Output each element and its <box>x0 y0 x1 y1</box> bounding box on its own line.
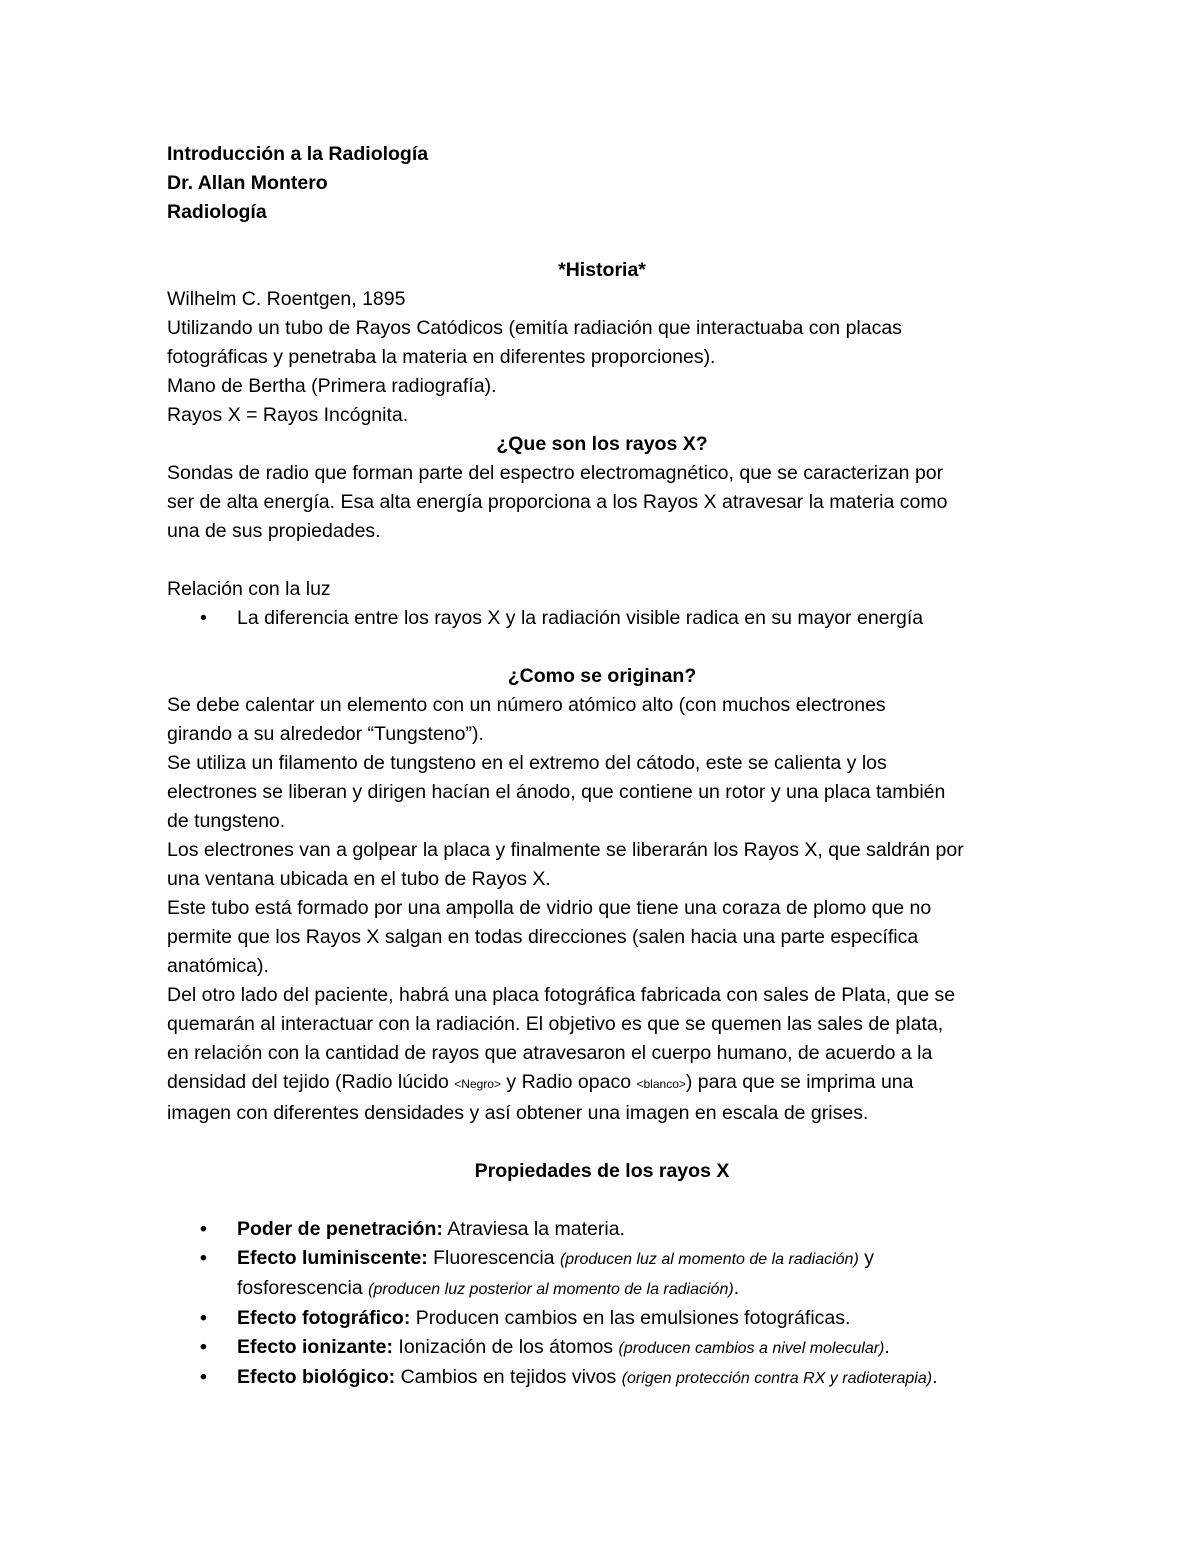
propiedad-text <box>237 1304 1037 1333</box>
historia-line: Wilhelm C. Roentgen, 1895 <box>167 288 406 310</box>
section-heading-que-son: ¿Que son los rayos X? <box>496 433 708 455</box>
propiedad-item <box>167 1304 1037 1333</box>
origen-line: Del otro lado del paciente, habrá una placa fotográfica fabricada con sales de Plata, que se <box>167 984 956 1006</box>
propiedad-desc: Atraviesa la materia. <box>442 1218 625 1240</box>
propiedad-desc: Fluorescencia <box>427 1247 560 1269</box>
historia-line: Utilizando un tubo de Rayos Catódicos (emitía radiación que interactuaba con placas <box>167 317 902 339</box>
spacer <box>167 546 1037 575</box>
section-heading-propiedades: Propiedades de los rayos X <box>474 1160 730 1182</box>
spacer <box>167 1128 1037 1157</box>
document-subject: Radiología <box>167 201 267 223</box>
spacer <box>167 633 1037 662</box>
bullet-icon: • <box>200 1247 207 1269</box>
origen-densidad-line <box>167 1068 1037 1099</box>
propiedad-desc: fosforescencia <box>237 1277 369 1299</box>
propiedad-note: (producen luz posterior al momento de la radiación) <box>368 1281 734 1298</box>
origen-line: de tungsteno. <box>167 810 286 832</box>
relacion-bullet-text: La diferencia entre los rayos X y la radiación visible radica en su mayor energía <box>237 607 924 629</box>
origen-line: Se utiliza un filamento de tungsteno en el extremo del cátodo, este se calienta y los <box>167 752 887 774</box>
origen-line: anatómica). <box>167 955 269 977</box>
propiedad-item <box>167 1363 1037 1393</box>
origen-line: girando a su alrededor “Tungsteno”). <box>167 723 484 745</box>
propiedad-desc: Producen cambios en las emulsiones fotográficas. <box>410 1307 851 1329</box>
propiedad-rest: . <box>733 1277 740 1299</box>
propiedad-note: (producen cambios a nivel molecular) <box>618 1340 885 1357</box>
propiedad-label: Poder de penetración: <box>237 1218 443 1240</box>
origen-line: permite que los Rayos X salgan en todas direcciones (salen hacia una parte específica <box>167 926 919 948</box>
bullet-icon: • <box>200 1307 207 1329</box>
origen-line: una ventana ubicada en el tubo de Rayos X. <box>167 868 551 890</box>
propiedad-label: Efecto luminiscente: <box>237 1247 428 1269</box>
propiedad-note: (origen protección contra RX y radioterapia) <box>621 1370 933 1387</box>
historia-line: Mano de Bertha (Primera radiografía). <box>167 375 497 397</box>
propiedad-item <box>167 1333 1037 1363</box>
densidad-text: ) para que se imprima una <box>685 1071 914 1093</box>
propiedad-item <box>167 1215 1037 1244</box>
spacer <box>167 227 1037 256</box>
propiedad-text <box>237 1215 1037 1244</box>
relacion-heading: Relación con la luz <box>167 578 331 600</box>
origen-line: electrones se liberan y dirigen hacían el ánodo, que contiene un rotor y una placa también <box>167 781 946 803</box>
propiedad-label: Efecto biológico: <box>237 1366 396 1388</box>
propiedad-label: Efecto fotográfico: <box>237 1307 411 1329</box>
origen-line: imagen con diferentes densidades y así obtener una imagen en escala de grises. <box>167 1102 869 1124</box>
propiedad-label: Efecto ionizante: <box>237 1336 394 1358</box>
bullet-icon: • <box>200 1218 207 1240</box>
propiedad-text <box>237 1244 1037 1304</box>
propiedad-note: (producen luz al momento de la radiación) <box>559 1251 859 1268</box>
propiedad-desc: Ionización de los átomos <box>393 1336 619 1358</box>
document-page <box>167 140 1037 1393</box>
bullet-icon: • <box>200 607 207 629</box>
document-author: Dr. Allan Montero <box>167 172 328 194</box>
historia-line: fotográficas y penetraba la materia en diferentes proporciones). <box>167 346 716 368</box>
propiedad-text <box>237 1363 1037 1393</box>
origen-line: en relación con la cantidad de rayos que atravesaron el cuerpo humano, de acuerdo a la <box>167 1042 933 1064</box>
negro-note: <Negro> <box>454 1077 501 1091</box>
blanco-note: <blanco> <box>636 1077 686 1091</box>
relacion-bullet-item <box>167 604 1037 633</box>
propiedad-rest: y <box>858 1247 874 1269</box>
section-heading-historia: *Historia* <box>558 259 646 281</box>
spacer <box>167 1186 1037 1215</box>
bullet-icon: • <box>200 1366 207 1388</box>
section-heading-origen: ¿Como se originan? <box>507 665 697 687</box>
propiedad-item <box>167 1244 1037 1304</box>
propiedad-text <box>237 1333 1037 1363</box>
origen-line: Se debe calentar un elemento con un número atómico alto (con muchos electrones <box>167 694 886 716</box>
origen-line: Los electrones van a golpear la placa y finalmente se liberarán los Rayos X, que saldrán por <box>167 839 964 861</box>
historia-line: Rayos X = Rayos Incógnita. <box>167 404 409 426</box>
que-son-line: ser de alta energía. Esa alta energía proporciona a los Rayos X atravesar la materia como <box>167 491 948 513</box>
propiedad-desc: Cambios en tejidos vivos <box>395 1366 622 1388</box>
bullet-icon: • <box>200 1336 207 1358</box>
que-son-line: Sondas de radio que forman parte del espectro electromagnético, que se caracterizan por <box>167 462 944 484</box>
origen-line: quemarán al interactuar con la radiación. El objetivo es que se quemen las sales de plata, <box>167 1013 944 1035</box>
propiedad-rest: . <box>884 1336 890 1358</box>
document-title: Introducción a la Radiología <box>167 143 429 165</box>
propiedad-rest: . <box>932 1366 938 1388</box>
densidad-text: densidad del tejido (Radio lúcido <box>167 1071 455 1093</box>
densidad-text: y Radio opaco <box>500 1071 637 1093</box>
origen-line: Este tubo está formado por una ampolla de vidrio que tiene una coraza de plomo que no <box>167 897 932 919</box>
que-son-line: una de sus propiedades. <box>167 520 381 542</box>
